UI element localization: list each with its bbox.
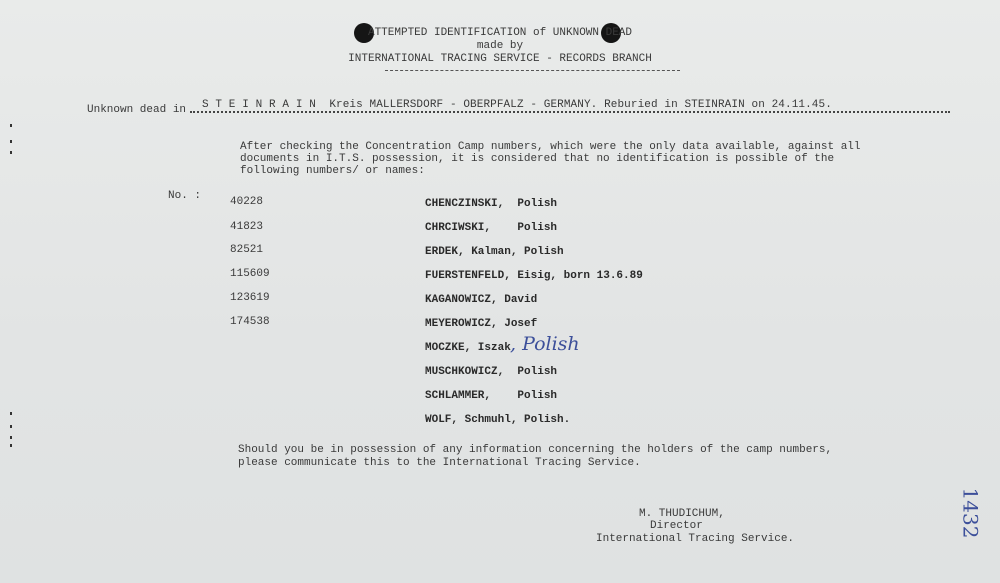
header-title: ATTEMPTED IDENTIFICATION of UNKNOWN DEAD <box>367 27 633 39</box>
header-underline <box>385 70 680 71</box>
margin-mark <box>10 425 12 428</box>
person-name: MUSCHKOWICZ, Polish <box>425 366 558 378</box>
signature-org: International Tracing Service. <box>596 533 795 545</box>
person-name: FUERSTENFELD, Eisig, born 13.6.89 <box>425 270 643 282</box>
person-name: CHENCZINSKI, Polish <box>425 198 558 210</box>
closing-line-2: please communicate this to the International Tracing Service. <box>238 457 641 469</box>
intro-line-1: After checking the Concentration Camp numbers, which were the only data available, against all <box>240 141 861 153</box>
camp-number: 174538 <box>230 316 270 328</box>
margin-mark <box>10 124 12 127</box>
margin-mark <box>10 151 12 154</box>
closing-line-1: Should you be in possession of any information concerning the holders of the camp numbers, <box>238 444 833 456</box>
person-name: ERDEK, Kalman, Polish <box>425 246 564 258</box>
margin-mark <box>10 140 12 143</box>
person-name: MEYEROWICZ, Josef <box>425 318 538 330</box>
location-label: Unknown dead in <box>87 104 187 116</box>
location-dotted-line <box>190 111 950 113</box>
signature-name: M. THUDICHUM, <box>639 508 725 520</box>
camp-number: 123619 <box>230 292 270 304</box>
person-name: CHRCIWSKI, Polish <box>425 222 558 234</box>
header-org: INTERNATIONAL TRACING SERVICE - RECORDS BRANCH <box>348 53 652 65</box>
location-value: S T E I N R A I N Kreis MALLERSDORF - OBERPFALZ - GERMANY. Reburied in STEINRAIN on 24.11.45. <box>202 99 832 111</box>
margin-handwritten-number: 1432 <box>958 487 983 539</box>
person-name: MOCZKE, Iszak <box>425 342 511 354</box>
person-name: KAGANOWICZ, David <box>425 294 538 306</box>
intro-line-2: documents in I.T.S. possession, it is considered that no identification is possible of the <box>240 153 835 165</box>
camp-number: 41823 <box>230 221 264 233</box>
handwritten-note: , Polish <box>510 333 580 355</box>
margin-mark <box>10 444 12 447</box>
intro-line-3: following numbers/ or names: <box>240 165 425 177</box>
camp-number: 115609 <box>230 268 270 280</box>
camp-number: 82521 <box>230 244 264 256</box>
margin-mark <box>10 436 12 439</box>
margin-mark <box>10 412 12 415</box>
person-name: SCHLAMMER, Polish <box>425 390 558 402</box>
header-made-by: made by <box>476 40 524 52</box>
no-label: No. : <box>168 190 202 202</box>
person-name: WOLF, Schmuhl, Polish. <box>425 414 571 426</box>
camp-number: 40228 <box>230 196 264 208</box>
signature-title: Director <box>650 520 703 532</box>
